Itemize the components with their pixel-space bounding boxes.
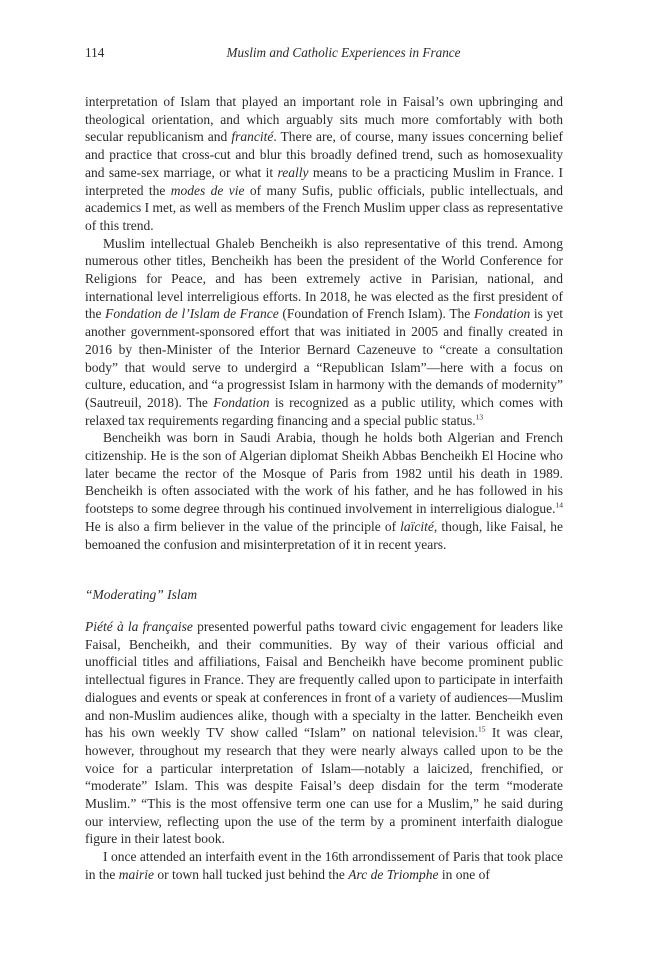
paragraph-1: interpretation of Islam that played an important role in Faisal’s own upbringing and theological orientation, and which arguably sits much more comfortably with both secular republicanism and francité. There are, of course, many issues concerning belief and practice that cross-cut and blur this broadly defined trend, such as homosexuality and same-sex marriage, or what it really means to be a practicing Muslim in France. I interpreted the modes de vie of many Sufis, public officials, public intellectuals, and academics I met, as well as members of the French Muslim upper class as representative of this trend. — [85, 94, 563, 233]
running-head: Muslim and Catholic Experiences in France — [226, 45, 461, 60]
paragraph-5: I once attended an interfaith event in the 16th arrondissement of Paris that took place in the mairie or town hall tucked just behind the Arc de Triomphe in one of — [85, 849, 563, 882]
footnote-ref-15[interactable]: 15 — [478, 724, 486, 734]
footnote-ref-14[interactable]: 14 — [555, 500, 563, 510]
paragraph-3: Bencheikh was born in Saudi Arabia, though he holds both Algerian and French citizenship. He is the son of Algerian diplomat Sheikh Abbas Bencheikh El Hocine who later became the rector of the Mosque of Paris from 1982 until his death in 1989. Bencheikh is often associated with the work of his father, and he has followed in his footsteps to some degree through his continued involvement in interreligious dialogue.$^{14}$ He is also a firm believer in the value of the principle of laïcité, though, like Faisal, he bemoaned the confusion and misinterpretation of it in recent years. — [85, 430, 563, 552]
footnote-ref-13[interactable]: 13 — [475, 412, 484, 422]
page-header — [85, 45, 562, 65]
body-text — [85, 93, 563, 884]
paragraph-2: Muslim intellectual Ghaleb Bencheikh is also representative of this trend. Among numerous other titles, Bencheikh has been the president of the World Conference for Religions for Peace, and has been extremely active in Parisian, national, and international level interreligious efforts. In 2018, he was elected as the first president of the Fondation de l’Islam de France (Foundation of French Islam). The Fondation is yet another government-sponsored effort that was initiated in 2005 and finally created in 2016 by then-Minister of the Interior Bernard Cazeneuve to “create a consultation body” that would serve to undergird a “Republican Islam”—here with a focus on culture, education, and “a progressist Islam in harmony with the demands of modernity” (Sautreuil, 2018). The Fondation is recognized as a public utility, which comes with relaxed tax requirements regarding financing and a special public status.$^{13}$ — [85, 235, 563, 428]
page-number: 114 — [85, 45, 105, 60]
paragraph-4: Piété à la française presented powerful paths toward civic engagement for leaders like Faisal, Bencheikh, and their communities. By way of their various official and unofficial titles and affiliations, Faisal and Bencheikh have become prominent public intellectual figures in France. They are frequently called upon to participate in interfaith dialogues and events or speak at conferences in front of a variety of audiences—Muslim and non-Muslim audiences alike, though with a specialty in the latter. Bencheikh even has his own weekly TV show called “Islam” on national television.$^{15}$ It was clear, however, throughout my research that they were nearly always called upon to be the voice for a particular interpretation of Islam—notably a laicized, frenchified, or “moderate” Islam. This was despite Faisal’s deep disdain for the term “moderate Muslim.” “This is the most offensive term one can use for a Muslim,” he said during our interview, reflecting upon the use of the term by a prominent interfaith dialogue figure in their latest book. — [85, 618, 563, 847]
section-heading: “Moderating” Islam — [85, 587, 198, 603]
